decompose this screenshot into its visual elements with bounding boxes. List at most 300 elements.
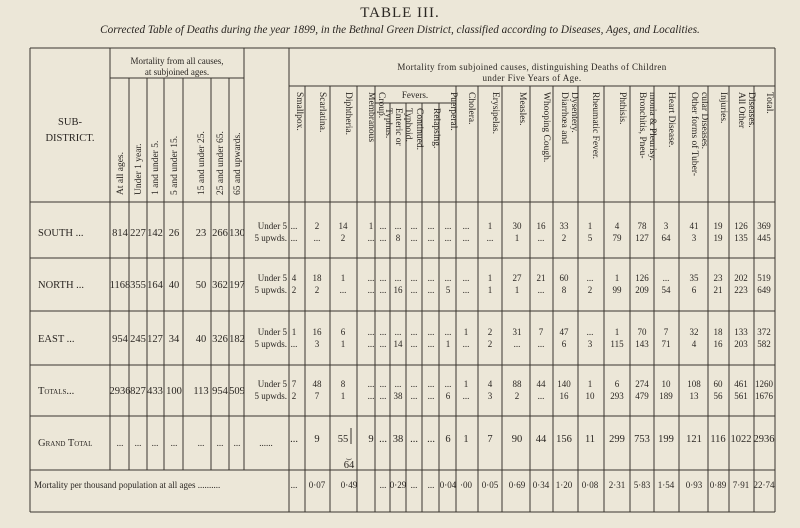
upwds-cell: 54 [661,285,671,295]
age-band-label: 5 upwds. [254,339,287,349]
grand-total-cell: 6 [445,434,451,445]
age-cell: 227 [130,228,146,239]
under5-cell: 1 [587,221,593,231]
age-cell: 954 [212,386,228,397]
under5-cell: ... [427,273,435,283]
upwds-cell: 16 [393,285,403,295]
under5-cell: ... [462,221,470,231]
under5-cell: 60 [559,273,569,283]
grand-total-cell: 9 [314,434,320,445]
upwds-cell: ... [462,391,470,401]
cause-column-header: Puerperal. [448,92,458,131]
cause-column-header: Smallpox. [294,92,304,131]
cause-column-header: Whooping Cough. [541,92,551,163]
per-thousand-cell: 0·93 [685,480,703,490]
age-cell: 326 [212,334,228,345]
upwds-cell: 99 [612,285,622,295]
under5-cell: ... [290,221,298,231]
under5-cell: 88 [512,379,522,389]
age-cell: 182 [229,334,245,345]
cause-column-header: Scarlatina. [317,92,327,133]
age-cell: 433 [147,386,163,397]
under5-cell: ... [462,273,470,283]
upwds-cell: 8 [561,285,567,295]
upwds-cell: ... [462,339,470,349]
age-column-header: 15 and under 25. [197,131,207,195]
age-cell: 814 [112,228,128,239]
grand-total-label: Grand Total [38,438,93,449]
under5-cell: ... [394,379,402,389]
upwds-cell: 2 [291,391,297,401]
upwds-cell: ... [410,391,418,401]
sub-district-header: DISTRICT. [45,133,95,144]
cause-column-header: Diphtheria. [343,92,353,136]
upwds-cell: 115 [610,339,624,349]
table-title: TABLE III. [360,5,440,21]
under5-cell: 1 [463,327,469,337]
age-cell: 164 [147,280,163,291]
grand-total-cell: 90 [511,434,523,445]
under5-cell: 1 [487,273,493,283]
upwds-cell: 19 [713,233,723,243]
upwds-cell: ... [410,233,418,243]
cause-column-header: Bronchitis, Pneu- [637,92,647,159]
per-thousand-cell: ... [427,480,435,490]
grand-total-age-cell: ... [197,438,205,448]
cause-column-header: Cholera. [466,92,476,125]
under5-cell: 1 [340,273,346,283]
grand-total-cell: 121 [686,434,702,445]
upwds-cell: 56 [713,391,723,401]
upwds-cell: ... [513,339,521,349]
under5-cell: 8 [340,379,346,389]
age-cell: 954 [112,334,128,345]
under5-cell: 126 [734,221,748,231]
grand-total-cell: 55 [337,434,349,445]
upwds-cell: 21 [713,285,723,295]
under5-cell: ... [367,327,375,337]
upwds-cell: 1 [340,339,346,349]
sub-district-name: Totals... [38,386,75,397]
upwds-cell: 223 [734,285,748,295]
table-subtitle: Corrected Table of Deaths during the year 1899, in the Bethnal Green District, classified according to Diseases, Ages, and Localities. [100,24,700,36]
cause-column-header: Dysentery. [569,92,579,133]
age-band-label: Under 5 [257,221,287,231]
upwds-cell: ... [379,391,387,401]
under5-cell: ... [367,273,375,283]
per-thousand-cell: ... [290,480,298,490]
cause-column-header: Rheumatic Fever. [590,92,600,160]
per-thousand-cell: 1·54 [657,480,675,490]
under5-cell: ... [444,327,452,337]
upwds-cell: ... [367,391,375,401]
cause-column-header: All Other [736,92,746,129]
per-thousand-cell: 0·07 [308,480,326,490]
cause-column-header: Membranous [366,92,376,143]
under5-cell: 1 [463,379,469,389]
upwds-cell: 10 [585,391,595,401]
upwds-cell: 1 [340,391,346,401]
cause-column-header: Other forms of Tuber- [689,92,699,176]
under5-cell: 60 [713,379,723,389]
under5-cell: 7 [663,327,669,337]
grand-total-cell: 11 [584,434,596,445]
under5-cell: 1 [587,379,593,389]
upwds-cell: 64 [661,233,671,243]
grand-total-cell: ... [410,434,418,445]
under5-cell: 41 [689,221,699,231]
under5-cell: 70 [637,327,647,337]
age-cell: 23 [195,228,207,239]
upwds-cell: ... [367,233,375,243]
per-thousand-cell: 0·05 [481,480,499,490]
under5-cell: 18 [713,327,723,337]
grand-total-cell: 1 [463,434,469,445]
per-thousand-label: Mortality per thousand population at all ages .......... [34,480,221,490]
upwds-cell: 561 [734,391,748,401]
upwds-cell: 293 [610,391,624,401]
cause-column-header: Erysipelas. [490,92,500,134]
under5-cell: 1 [368,221,374,231]
upwds-cell: 445 [757,233,771,243]
grand-total-cell: 299 [609,434,625,445]
upwds-cell: 3 [314,339,320,349]
grand-total-age-cell: ... [216,438,224,448]
under5-cell: 31 [512,327,522,337]
age-cell: 1168 [109,280,131,291]
under5-cell: ... [444,273,452,283]
cause-column-header: Enteric or [393,108,403,146]
under5-cell: 10 [661,379,671,389]
age-cell: 245 [130,334,146,345]
grand-total-cell: 1022 [730,434,752,445]
upwds-cell: 2 [340,233,346,243]
upwds-cell: 479 [635,391,649,401]
upwds-cell: 582 [757,339,771,349]
upwds-cell: 1 [445,339,451,349]
under5-cell: 108 [687,379,701,389]
grand-total-dots: ...... [259,438,273,448]
under5-cell: 2 [487,327,493,337]
under5-cell: ... [367,379,375,389]
sub-district-name: NORTH ... [38,280,85,291]
under5-cell: 6 [340,327,346,337]
upwds-cell: 6 [445,391,451,401]
per-thousand-cell: ·00 [460,480,472,490]
under5-cell: 19 [713,221,723,231]
upwds-cell: ... [290,233,298,243]
age-band-label: Under 5 [257,379,287,389]
upwds-cell: ... [537,233,545,243]
upwds-cell: 189 [659,391,673,401]
under5-cell: 140 [557,379,571,389]
under5-cell: 3 [663,221,669,231]
cause-column-header: Injuries. [718,92,728,124]
under5-cell: ... [410,379,418,389]
under5-cell: ... [427,221,435,231]
upwds-cell: 2 [514,391,520,401]
under5-cell: 48 [312,379,322,389]
under5-cell: 7 [291,379,297,389]
under5-cell: 44 [536,379,546,389]
cause-column-header: Typhus. [383,108,393,139]
sub-district-name: EAST ... [38,334,75,345]
age-cell: 827 [130,386,146,397]
under5-cell: ... [444,221,452,231]
under5-cell: 1 [614,327,620,337]
under5-cell: 21 [536,273,546,283]
grand-total-cell: 116 [710,434,726,445]
upwds-cell: 143 [635,339,649,349]
per-thousand-cell: 0·49 [340,480,358,490]
age-band-label: Under 5 [257,273,287,283]
under5-cell: ... [394,327,402,337]
age-band-label: 5 upwds. [254,391,287,401]
upwds-cell: ... [379,285,387,295]
upwds-cell: ... [537,285,545,295]
upwds-cell: ... [462,285,470,295]
grand-total-cell: 44 [535,434,547,445]
upwds-cell: ... [367,285,375,295]
upwds-cell: 2 [587,285,593,295]
cause-column-header: cular Diseases. [699,92,709,149]
under5-cell: 519 [757,273,771,283]
cause-column-header: Continued. [414,108,424,150]
under5-cell: 461 [734,379,748,389]
under5-cell: ... [586,327,594,337]
age-column-header: 1 and under 5. [151,140,161,195]
under5-cell: 2 [314,221,320,231]
grand-total-age-cell: ... [233,438,241,448]
cause-column-header: Relapsing. [431,108,441,149]
upwds-cell: ... [339,285,347,295]
per-thousand-cell: ... [410,480,418,490]
upwds-cell: 649 [757,285,771,295]
grand-total-cell: 753 [634,434,650,445]
upwds-cell: 1 [514,233,520,243]
under5-cell: 32 [689,327,699,337]
age-cell: 197 [229,280,245,291]
upwds-cell: ... [537,339,545,349]
per-thousand-cell: 0·04 [439,480,457,490]
upwds-cell: 71 [661,339,671,349]
per-thousand-cell: 1·20 [555,480,573,490]
upwds-cell: 209 [635,285,649,295]
age-cell: 355 [130,280,146,291]
cause-column-header: Croup. [376,92,386,119]
upwds-cell: 16 [713,339,723,349]
under5-cell: 30 [512,221,522,231]
under5-cell: 1260 [755,379,773,389]
under5-cell: 4 [487,379,493,389]
age-cell: 113 [193,386,209,397]
age-cell: 50 [195,280,207,291]
under5-cell: ... [427,327,435,337]
age-band-label: 5 upwds. [254,285,287,295]
cause-column-header: Total. [764,92,774,114]
ages-group-header: Mortality from all causes, [130,56,224,66]
age-cell: 2936 [109,386,131,397]
under5-cell: 27 [512,273,522,283]
upwds-cell: 2 [314,285,320,295]
upwds-cell: ... [427,391,435,401]
age-cell: 40 [195,334,207,345]
age-cell: 127 [147,334,163,345]
under5-cell: 274 [635,379,649,389]
age-cell: 26 [168,228,180,239]
under5-cell: ... [379,327,387,337]
per-thousand-cell: 0·08 [581,480,599,490]
upwds-cell: 2 [487,339,493,349]
cause-column-header: monia & Pleurisy. [647,92,657,161]
fevers-header: Fevers. [401,90,429,100]
causes-group-header: under Five Years of Age. [482,73,582,83]
per-thousand-cell: 0·89 [709,480,727,490]
cause-column-header: Diarrhœa and [559,92,569,144]
age-column-header: At all ages. [116,151,126,195]
grand-total-cell: 7 [487,434,493,445]
cause-column-header: Diseases. [746,92,756,128]
age-band-label: 5 upwds. [254,233,287,243]
under5-cell: ... [379,273,387,283]
upwds-cell: 135 [734,233,748,243]
upwds-cell: 3 [691,233,697,243]
upwds-cell: 14 [393,339,403,349]
upwds-cell: 13 [689,391,699,401]
upwds-cell: ... [367,339,375,349]
upwds-cell: 1676 [755,391,773,401]
age-column-header: Under 1 year. [134,143,144,195]
under5-cell: ... [379,379,387,389]
causes-group-header: Mortality from subjoined causes, distinguishing Deaths of Children [397,62,667,72]
upwds-cell: 1 [487,285,493,295]
sub-district-name: SOUTH ... [38,228,84,239]
grand-total-cell: 2936 [753,434,775,445]
under5-cell: 6 [614,379,620,389]
age-cell: 34 [168,334,180,345]
upwds-cell: ... [427,339,435,349]
upwds-cell: 38 [393,391,403,401]
sub-district-header: SUB- [58,117,82,128]
upwds-cell: ... [462,233,470,243]
grand-total-cell: 9 [368,434,374,445]
upwds-cell: 3 [487,391,493,401]
under5-cell: 16 [312,327,322,337]
age-column-header: 5 and under 15. [170,135,180,195]
grand-total-age-cell: ... [151,438,159,448]
under5-cell: 35 [689,273,699,283]
per-thousand-cell: 2·31 [608,480,626,490]
under5-cell: 372 [757,327,771,337]
under5-cell: 18 [312,273,322,283]
upwds-cell: 2 [561,233,567,243]
upwds-cell: 127 [635,233,649,243]
brace-mark: ⏟ [346,450,352,460]
age-cell: 100 [166,386,182,397]
under5-cell: 1 [291,327,297,337]
under5-cell: ... [410,327,418,337]
age-cell: 509 [229,386,245,397]
cause-column-header: Typhoid. [403,108,413,142]
upwds-cell: 5 [445,285,451,295]
per-thousand-cell: 5·83 [633,480,651,490]
upwds-cell: 6 [561,339,567,349]
upwds-cell: 4 [691,339,697,349]
upwds-cell: ... [427,233,435,243]
grand-total-cell: 38 [392,434,404,445]
under5-cell: 23 [713,273,723,283]
under5-cell: 126 [635,273,649,283]
under5-cell: 33 [559,221,569,231]
upwds-cell: 3 [587,339,593,349]
under5-cell: 133 [734,327,748,337]
under5-cell: ... [586,273,594,283]
grand-total-age-cell: ... [116,438,124,448]
under5-cell: ... [394,221,402,231]
upwds-cell: 16 [559,391,569,401]
upwds-cell: ... [379,339,387,349]
under5-cell: 14 [338,221,348,231]
under5-cell: 202 [734,273,748,283]
upwds-cell: ... [486,233,494,243]
per-thousand-cell: 0·29 [389,480,407,490]
upwds-cell: 8 [395,233,401,243]
under5-cell: 1 [614,273,620,283]
upwds-cell: ... [313,233,321,243]
diphtheria-croup-combined: 64 [343,460,355,471]
grand-total-age-cell: ... [170,438,178,448]
grand-total-cell: 199 [658,434,674,445]
per-thousand-cell: 22·74 [753,480,775,490]
under5-cell: 16 [536,221,546,231]
upwds-cell: ... [537,391,545,401]
under5-cell: ... [662,273,670,283]
upwds-cell: 2 [291,285,297,295]
upwds-cell: 1 [514,285,520,295]
under5-cell: 369 [757,221,771,231]
age-cell: 40 [168,280,180,291]
age-cell: 130 [229,228,245,239]
age-column-header: 25 and under 65. [216,131,226,195]
grand-total-cell: ... [290,434,298,445]
cause-column-header: Phthisis. [617,92,627,125]
grand-total-cell: ... [379,434,387,445]
upwds-cell: 203 [734,339,748,349]
cause-column-header: Heart Disease. [666,92,676,148]
age-cell: 266 [212,228,228,239]
under5-cell: 4 [614,221,620,231]
grand-total-age-cell: ... [134,438,142,448]
upwds-cell: ... [290,339,298,349]
grand-total-cell: 156 [556,434,572,445]
under5-cell: ... [427,379,435,389]
under5-cell: 47 [559,327,569,337]
per-thousand-cell: 7·91 [732,480,750,490]
under5-cell: 78 [637,221,647,231]
grand-total-cell: ... [427,434,435,445]
under5-cell: ... [394,273,402,283]
upwds-cell: ... [410,285,418,295]
upwds-cell: ... [427,285,435,295]
upwds-cell: ... [379,233,387,243]
upwds-cell: 6 [691,285,697,295]
upwds-cell: ... [410,339,418,349]
under5-cell: 4 [291,273,297,283]
age-cell: 362 [212,280,228,291]
under5-cell: ... [379,221,387,231]
upwds-cell: 5 [587,233,593,243]
age-band-label: Under 5 [257,327,287,337]
